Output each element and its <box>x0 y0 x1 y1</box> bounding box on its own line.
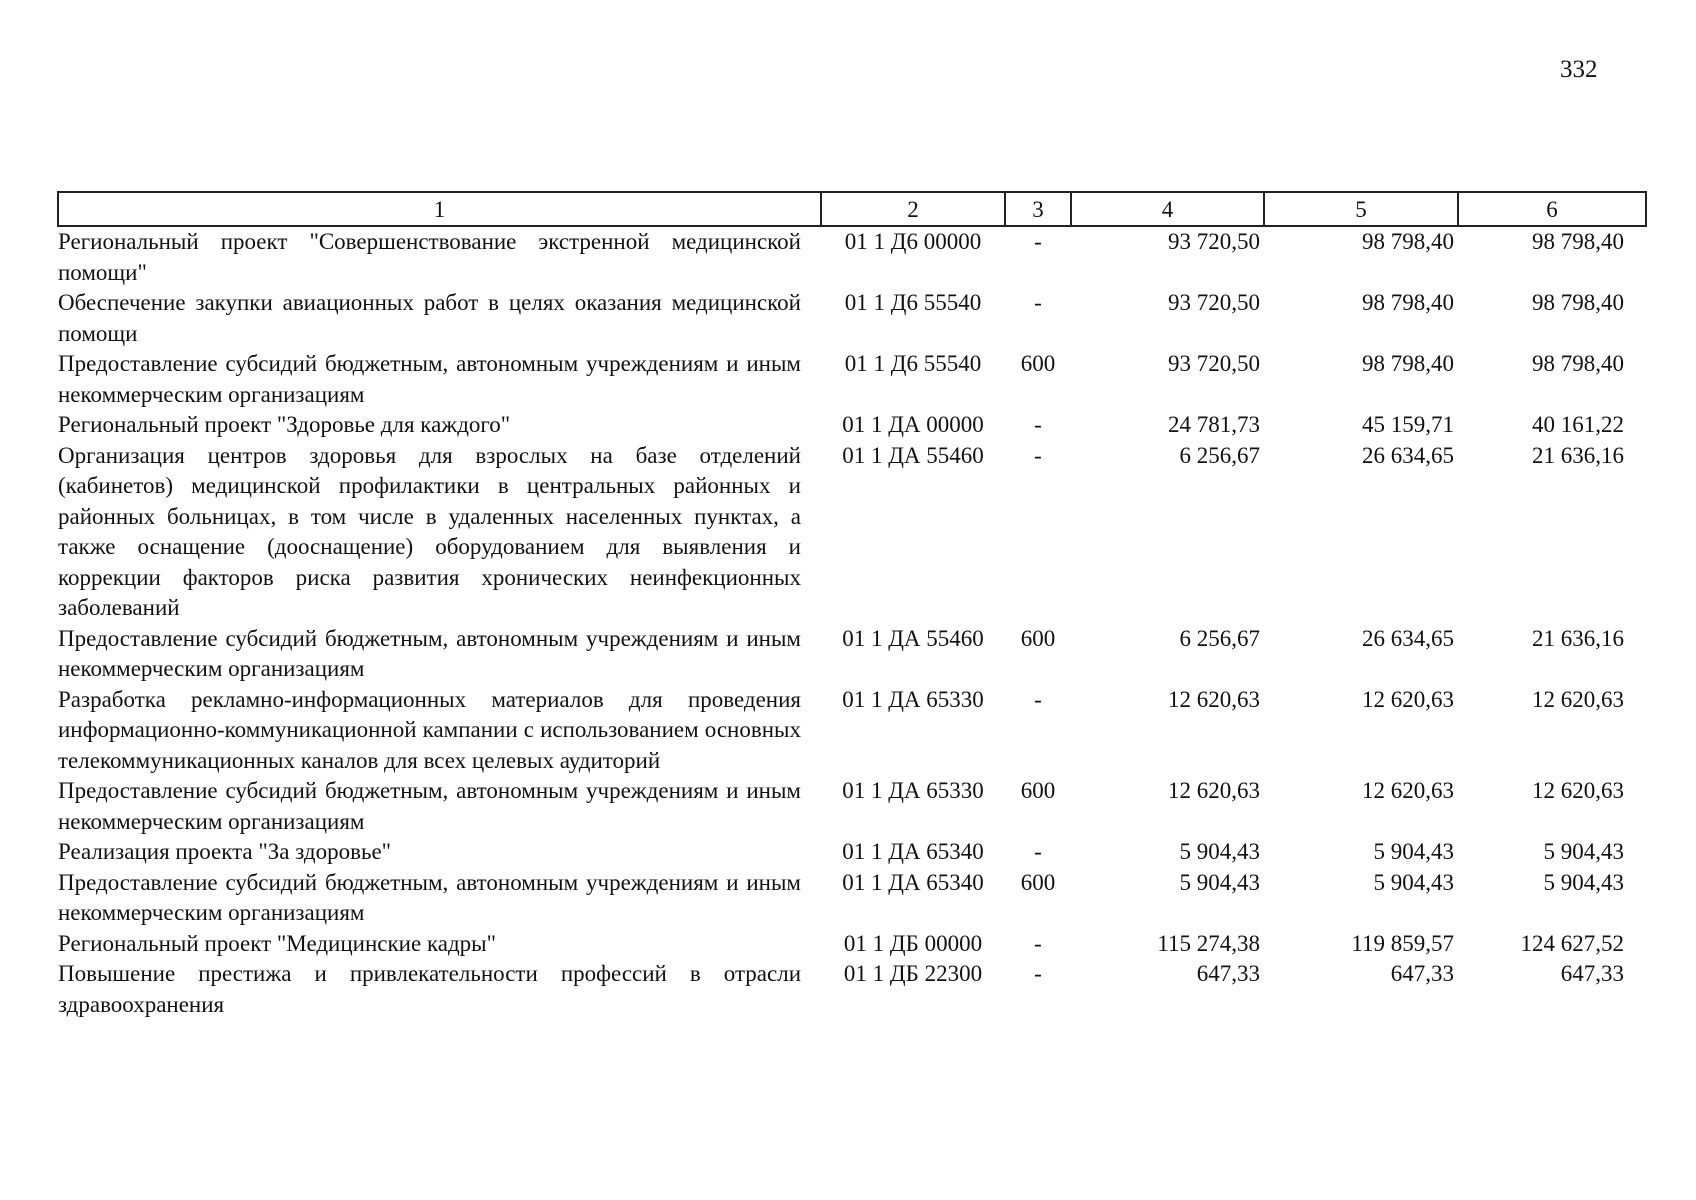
row-expense-type: 600 <box>1020 351 1056 376</box>
row-value-4: 93 720,50 <box>1168 229 1260 254</box>
row-value-6: 12 620,63 <box>1532 778 1624 803</box>
row-value-4: 115 274,38 <box>1157 930 1260 956</box>
table-row <box>58 288 1646 349</box>
row-code: 01 1 Д6 55540 <box>844 290 982 315</box>
row-code: 01 1 ДА 65330 <box>842 686 984 712</box>
header-col-5: 5 <box>1264 192 1458 226</box>
page-number: 332 <box>1560 56 1598 83</box>
row-name: Предоставление субсидий бюджетным, автономным учреждениям и иным некоммерческим организациям <box>58 351 801 407</box>
table-row <box>58 349 1646 410</box>
row-value-4: 5 904,43 <box>1179 869 1260 895</box>
table-row <box>58 776 1646 837</box>
row-expense-type: - <box>1034 839 1042 864</box>
row-value-6: 647,33 <box>1560 961 1624 986</box>
row-value-4: 93 720,50 <box>1168 351 1260 376</box>
row-value-5: 12 620,63 <box>1362 778 1454 803</box>
row-value-4: 12 620,63 <box>1168 778 1260 803</box>
row-value-5: 98 798,40 <box>1362 229 1454 254</box>
row-code: 01 1 Д6 55540 <box>844 351 982 376</box>
row-code: 01 1 Д6 00000 <box>844 229 982 254</box>
row-name: Реализация проекта "За здоровье" <box>58 839 392 864</box>
row-code: 01 1 ДА 65330 <box>842 778 984 803</box>
row-value-5: 26 634,65 <box>1362 625 1454 651</box>
row-value-4: 5 904,43 <box>1179 839 1260 864</box>
row-value-5: 45 159,71 <box>1362 412 1454 437</box>
table-row <box>58 441 1646 624</box>
table-row <box>58 226 1646 288</box>
row-code: 01 1 ДБ 22300 <box>843 961 983 986</box>
row-value-6: 124 627,52 <box>1520 930 1624 956</box>
row-name: Региональный проект "Здоровье для каждого" <box>58 412 511 437</box>
row-expense-type: - <box>1034 412 1042 437</box>
row-value-4: 24 781,73 <box>1168 412 1260 437</box>
table-row <box>58 868 1646 929</box>
row-name: Организация центров здоровья для взрослых на базе отделений (кабинетов) медицинской профилактики в центральных районных и районных больницах, в том числе в удаленных населенных пунктах, а также оснащение (дооснащение) оборудованием для выявления и коррекции факторов риска развития хронических неинфекционных заболеваний <box>58 442 801 620</box>
row-value-6: 98 798,40 <box>1532 351 1624 376</box>
row-value-4: 6 256,67 <box>1179 442 1260 468</box>
row-name: Предоставление субсидий бюджетным, автономным учреждениям и иным некоммерческим организациям <box>58 625 801 681</box>
row-expense-type: 600 <box>1020 778 1056 803</box>
row-expense-type: - <box>1034 961 1042 986</box>
header-col-6: 6 <box>1458 192 1646 226</box>
budget-table <box>57 191 1647 1020</box>
table-row <box>58 929 1646 960</box>
row-value-5: 119 859,57 <box>1351 930 1454 956</box>
table-row <box>58 685 1646 777</box>
header-col-3: 3 <box>1005 192 1071 226</box>
row-expense-type: - <box>1034 930 1042 956</box>
row-code: 01 1 ДБ 00000 <box>843 930 983 956</box>
row-name: Обеспечение закупки авиационных работ в целях оказания медицинской помощи <box>58 290 801 346</box>
row-name: Повышение престижа и привлекательности профессий в отрасли здравоохранения <box>58 961 801 1017</box>
row-expense-type: - <box>1034 229 1042 254</box>
header-col-4: 4 <box>1071 192 1264 226</box>
row-expense-type: 600 <box>1020 625 1056 651</box>
row-value-5: 98 798,40 <box>1362 351 1454 376</box>
row-code: 01 1 ДА 55460 <box>842 625 984 651</box>
row-value-6: 5 904,43 <box>1543 869 1624 895</box>
row-expense-type: - <box>1034 442 1042 468</box>
row-value-6: 98 798,40 <box>1532 229 1624 254</box>
row-value-6: 5 904,43 <box>1543 839 1624 864</box>
row-expense-type: - <box>1034 686 1042 712</box>
table-row <box>58 624 1646 685</box>
row-value-6: 98 798,40 <box>1532 290 1624 315</box>
row-value-5: 12 620,63 <box>1362 686 1454 712</box>
row-value-6: 12 620,63 <box>1532 686 1624 712</box>
table-row <box>58 959 1646 1020</box>
row-value-5: 98 798,40 <box>1362 290 1454 315</box>
row-value-6: 40 161,22 <box>1532 412 1624 437</box>
row-value-5: 5 904,43 <box>1373 839 1454 864</box>
row-value-6: 21 636,16 <box>1532 442 1624 468</box>
row-name: Предоставление субсидий бюджетным, автономным учреждениям и иным некоммерческим организациям <box>58 869 801 925</box>
table-row <box>58 410 1646 441</box>
row-value-5: 647,33 <box>1390 961 1454 986</box>
header-row <box>58 192 1646 226</box>
table-row <box>58 837 1646 868</box>
header-col-2: 2 <box>821 192 1005 226</box>
row-value-5: 26 634,65 <box>1362 442 1454 468</box>
row-expense-type: 600 <box>1020 869 1056 895</box>
row-code: 01 1 ДА 65340 <box>842 839 984 864</box>
header-col-1: 1 <box>58 192 821 226</box>
row-code: 01 1 ДА 65340 <box>842 869 984 895</box>
row-name: Региональный проект "Совершенствование экстренной медицинской помощи" <box>58 229 801 285</box>
row-value-5: 5 904,43 <box>1373 869 1454 895</box>
row-value-4: 12 620,63 <box>1168 686 1260 712</box>
row-name: Разработка рекламно-информационных материалов для проведения информационно-коммуникационной кампании с использованием основных телекоммуникационных каналов для всех целевых аудиторий <box>58 686 801 773</box>
row-expense-type: - <box>1034 290 1042 315</box>
row-name: Предоставление субсидий бюджетным, автономным учреждениям и иным некоммерческим организациям <box>58 778 801 834</box>
row-code: 01 1 ДА 00000 <box>842 412 984 437</box>
row-value-4: 93 720,50 <box>1168 290 1260 315</box>
row-value-4: 6 256,67 <box>1179 625 1260 651</box>
row-code: 01 1 ДА 55460 <box>842 442 984 468</box>
row-name: Региональный проект "Медицинские кадры" <box>58 930 497 956</box>
row-value-6: 21 636,16 <box>1532 625 1624 651</box>
row-value-4: 647,33 <box>1196 961 1260 986</box>
